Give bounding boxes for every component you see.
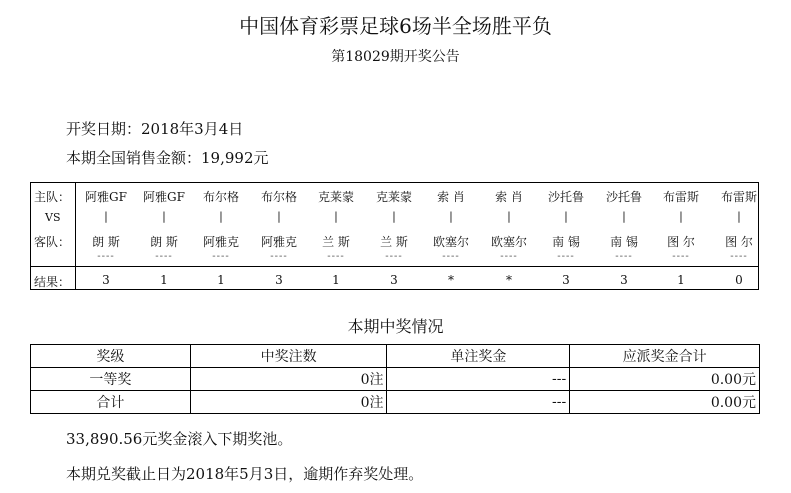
- header-level: 奖级: [31, 345, 191, 368]
- away-team: 南 锡: [552, 235, 580, 249]
- cell-total: 0.00元: [570, 391, 760, 414]
- match-result: 1: [217, 273, 225, 287]
- away-team: 图 尔: [667, 235, 695, 249]
- cell-count: 0注: [190, 391, 387, 414]
- header-single: 单注奖金: [387, 345, 570, 368]
- home-team: 阿雅GF: [85, 190, 127, 204]
- home-label: 主队：: [34, 190, 71, 204]
- away-team: 朗 斯: [92, 235, 120, 249]
- home-team: 克莱蒙: [375, 190, 412, 204]
- away-team: 阿雅克: [202, 235, 239, 249]
- away-team: 朗 斯: [150, 235, 178, 249]
- home-team: 沙托鲁: [605, 190, 642, 204]
- away-label: 客队：: [34, 235, 71, 249]
- home-team: 索 肖: [437, 190, 465, 204]
- home-team: 布尔格: [260, 190, 297, 204]
- dash-sep: ----: [500, 251, 518, 262]
- table-row: [31, 368, 760, 391]
- sales-amount: 本期全国销售金额：19,992元: [66, 149, 269, 167]
- vs-bar: |: [622, 210, 626, 223]
- vs-bar: |: [392, 210, 396, 223]
- match-result: *: [506, 273, 512, 287]
- dash-sep: ----: [672, 251, 690, 262]
- match-result: 3: [102, 273, 110, 287]
- away-team: 阿雅克: [260, 235, 297, 249]
- away-team: 南 锡: [610, 235, 638, 249]
- dash-sep: ----: [730, 251, 748, 262]
- table-row: [31, 391, 760, 414]
- result-divider: [31, 266, 758, 267]
- vs-bar: |: [507, 210, 511, 223]
- dash-sep: ----: [155, 251, 173, 262]
- home-team: 布雷斯: [720, 190, 757, 204]
- deadline-note: 本期兑奖截止日为2018年5月3日，逾期作弃奖处理。: [66, 465, 424, 483]
- vs-bar: |: [334, 210, 338, 223]
- match-table: [30, 182, 759, 290]
- dash-sep: ----: [557, 251, 575, 262]
- vs-bar: |: [679, 210, 683, 223]
- draw-date: 开奖日期：2018年3月4日: [66, 120, 244, 138]
- home-team: 克莱蒙: [317, 190, 354, 204]
- home-team: 索 肖: [495, 190, 523, 204]
- rollover-note: 33,890.56元奖金滚入下期奖池。: [66, 430, 293, 448]
- away-team: 图 尔: [725, 235, 753, 249]
- match-result: 3: [275, 273, 283, 287]
- cell-count: 0注: [190, 368, 387, 391]
- vs-bar: |: [737, 210, 741, 223]
- cell-level: 合计: [31, 391, 191, 414]
- prize-header-row: [31, 345, 760, 368]
- vs-bar: |: [449, 210, 453, 223]
- label-divider: [75, 183, 76, 289]
- home-team: 布雷斯: [662, 190, 699, 204]
- vs-bar: |: [219, 210, 223, 223]
- match-result: 1: [677, 273, 685, 287]
- header-total: 应派奖金合计: [570, 345, 760, 368]
- dash-sep: ----: [385, 251, 403, 262]
- page-title: 中国体育彩票足球6场半全场胜平负: [239, 14, 552, 38]
- away-team: 欧塞尔: [490, 235, 527, 249]
- dash-sep: ----: [97, 251, 115, 262]
- prize-section-title: 本期中奖情况: [347, 317, 444, 336]
- match-result: 3: [390, 273, 398, 287]
- cell-total: 0.00元: [570, 368, 760, 391]
- dash-sep: ----: [615, 251, 633, 262]
- match-result: 1: [160, 273, 168, 287]
- away-team: 欧塞尔: [432, 235, 469, 249]
- result-label: 结果：: [34, 275, 71, 289]
- vs-bar: |: [104, 210, 108, 223]
- header-count: 中奖注数: [190, 345, 387, 368]
- dash-sep: ----: [270, 251, 288, 262]
- dash-sep: ----: [327, 251, 345, 262]
- match-result: 3: [620, 273, 628, 287]
- away-team: 兰 斯: [380, 235, 408, 249]
- dash-sep: ----: [442, 251, 460, 262]
- dash-sep: ----: [212, 251, 230, 262]
- prize-table: [30, 344, 760, 414]
- home-team: 沙托鲁: [547, 190, 584, 204]
- match-result: 0: [735, 273, 743, 287]
- cell-level: 一等奖: [31, 368, 191, 391]
- home-team: 阿雅GF: [143, 190, 185, 204]
- match-result: *: [448, 273, 454, 287]
- away-team: 兰 斯: [322, 235, 350, 249]
- cell-single: ---: [387, 368, 570, 391]
- issue-subtitle: 第18029期开奖公告: [331, 49, 460, 65]
- match-result: 3: [562, 273, 570, 287]
- vs-bar: |: [277, 210, 281, 223]
- vs-bar: |: [564, 210, 568, 223]
- cell-single: ---: [387, 391, 570, 414]
- vs-label: VS: [45, 211, 61, 224]
- vs-bar: |: [162, 210, 166, 223]
- match-result: 1: [332, 273, 340, 287]
- home-team: 布尔格: [202, 190, 239, 204]
